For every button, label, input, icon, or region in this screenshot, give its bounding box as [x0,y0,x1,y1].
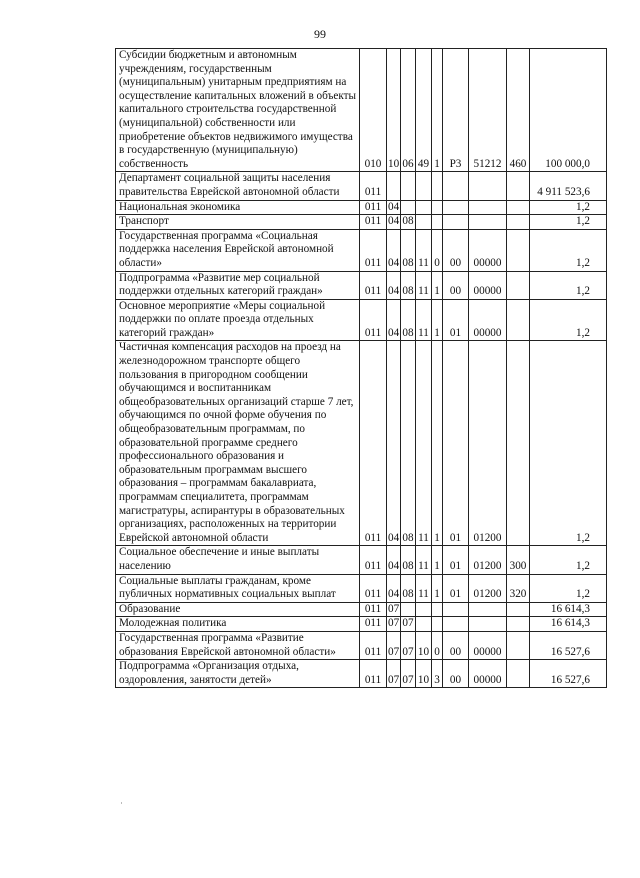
subprogram-code-cell: 1 [432,49,443,172]
amount-cell: 1,2 [530,215,607,230]
amount-cell: 16 527,6 [530,660,607,688]
subprogram-code-cell: 1 [432,271,443,299]
ministry-code-cell: 011 [360,299,387,341]
subsection-code-cell: 08 [401,341,416,546]
amount-cell: 16 527,6 [530,631,607,659]
row-name-cell: Подпрограмма «Развитие мер социальной поддержки отдельных категорий граждан» [116,271,360,299]
ministry-code-cell: 011 [360,660,387,688]
amount-cell: 1,2 [530,271,607,299]
direction-code-cell: 01200 [469,574,507,602]
subsection-code-cell: 08 [401,215,416,230]
direction-code-cell [469,602,507,617]
section-code-cell: 04 [387,299,401,341]
expense-type-code-cell [507,631,530,659]
table-row [116,660,607,688]
expense-type-code-cell: 300 [507,546,530,574]
section-code-cell: 07 [387,602,401,617]
expense-type-code-cell [507,617,530,632]
table-row [116,574,607,602]
page-number: 99 [314,27,326,41]
section-code-cell: 07 [387,617,401,632]
activity-code-cell: 00 [443,271,469,299]
table-row [116,172,607,200]
subsection-code-cell: 08 [401,229,416,271]
amount-cell: 1,2 [530,546,607,574]
program-code-cell [416,602,432,617]
activity-code-cell: 01 [443,341,469,546]
subprogram-code-cell [432,215,443,230]
amount-cell: 4 911 523,6 [530,172,607,200]
amount-cell: 1,2 [530,200,607,215]
subsection-code-cell [401,200,416,215]
amount-cell: 16 614,3 [530,602,607,617]
activity-code-cell [443,215,469,230]
section-code-cell: 07 [387,660,401,688]
program-code-cell [416,215,432,230]
ministry-code-cell: 011 [360,229,387,271]
subprogram-code-cell: 0 [432,631,443,659]
table-row [116,299,607,341]
scan-mark [121,802,122,804]
section-code-cell: 04 [387,271,401,299]
budget-table [115,48,607,688]
expense-type-code-cell [507,215,530,230]
direction-code-cell: 51212 [469,49,507,172]
expense-type-code-cell [507,229,530,271]
ministry-code-cell: 011 [360,602,387,617]
section-code-cell: 04 [387,341,401,546]
subsection-code-cell: 07 [401,660,416,688]
direction-code-cell [469,617,507,632]
program-code-cell: 11 [416,546,432,574]
subsection-code-cell: 08 [401,574,416,602]
expense-type-code-cell [507,271,530,299]
program-code-cell [416,172,432,200]
program-code-cell: 11 [416,341,432,546]
amount-cell: 1,2 [530,229,607,271]
activity-code-cell: 00 [443,660,469,688]
subsection-code-cell: 07 [401,631,416,659]
row-name-cell: Департамент социальной защиты населения правительства Еврейской автономной области [116,172,360,200]
ministry-code-cell: 011 [360,574,387,602]
amount-cell: 1,2 [530,574,607,602]
subsection-code-cell: 08 [401,271,416,299]
row-name-cell: Подпрограмма «Организация отдыха, оздоровления, занятости детей» [116,660,360,688]
subsection-code-cell [401,602,416,617]
activity-code-cell: 01 [443,574,469,602]
program-code-cell: 11 [416,299,432,341]
activity-code-cell: 00 [443,631,469,659]
activity-code-cell: 01 [443,546,469,574]
direction-code-cell: 01200 [469,546,507,574]
direction-code-cell: 00000 [469,271,507,299]
section-code-cell: 10 [387,49,401,172]
amount-cell: 100 000,0 [530,49,607,172]
section-code-cell: 04 [387,215,401,230]
ministry-code-cell: 011 [360,631,387,659]
activity-code-cell [443,602,469,617]
table-row [116,229,607,271]
subprogram-code-cell: 1 [432,574,443,602]
row-name-cell: Социальное обеспечение и иные выплаты населению [116,546,360,574]
subprogram-code-cell: 1 [432,546,443,574]
table-row [116,617,607,632]
subprogram-code-cell [432,617,443,632]
subprogram-code-cell [432,200,443,215]
table-row [116,602,607,617]
table-row [116,49,607,172]
section-code-cell: 04 [387,229,401,271]
subprogram-code-cell [432,172,443,200]
ministry-code-cell: 011 [360,271,387,299]
program-code-cell [416,200,432,215]
section-code-cell: 04 [387,200,401,215]
direction-code-cell [469,215,507,230]
section-code-cell: 04 [387,574,401,602]
activity-code-cell: 01 [443,299,469,341]
ministry-code-cell: 011 [360,215,387,230]
program-code-cell [416,617,432,632]
activity-code-cell [443,617,469,632]
expense-type-code-cell [507,299,530,341]
table-row [116,200,607,215]
direction-code-cell: 00000 [469,631,507,659]
row-name-cell: Социальные выплаты гражданам, кроме публичных нормативных социальных выплат [116,574,360,602]
row-name-cell: Государственная программа «Развитие образования Еврейской автономной области» [116,631,360,659]
table-row [116,341,607,546]
amount-cell: 1,2 [530,299,607,341]
amount-cell: 16 614,3 [530,617,607,632]
row-name-cell: Основное мероприятие «Меры социальной поддержки по оплате проезда отдельных категорий граждан» [116,299,360,341]
subprogram-code-cell: 3 [432,660,443,688]
activity-code-cell: P3 [443,49,469,172]
table-row [116,215,607,230]
row-name-cell: Национальная экономика [116,200,360,215]
subsection-code-cell: 06 [401,49,416,172]
ministry-code-cell: 011 [360,200,387,215]
expense-type-code-cell [507,602,530,617]
ministry-code-cell: 011 [360,341,387,546]
section-code-cell: 04 [387,546,401,574]
direction-code-cell: 00000 [469,299,507,341]
expense-type-code-cell: 460 [507,49,530,172]
subsection-code-cell: 08 [401,299,416,341]
row-name-cell: Государственная программа «Социальная поддержка населения Еврейской автономной области» [116,229,360,271]
row-name-cell: Образование [116,602,360,617]
table-row [116,546,607,574]
direction-code-cell: 00000 [469,229,507,271]
direction-code-cell [469,200,507,215]
expense-type-code-cell [507,200,530,215]
row-name-cell: Транспорт [116,215,360,230]
program-code-cell: 11 [416,229,432,271]
direction-code-cell: 01200 [469,341,507,546]
ministry-code-cell: 010 [360,49,387,172]
amount-cell: 1,2 [530,341,607,546]
expense-type-code-cell [507,172,530,200]
expense-type-code-cell: 320 [507,574,530,602]
activity-code-cell [443,200,469,215]
section-code-cell [387,172,401,200]
budget-table-body [116,49,607,688]
row-name-cell: Молодежная политика [116,617,360,632]
subprogram-code-cell: 1 [432,299,443,341]
subprogram-code-cell [432,602,443,617]
activity-code-cell: 00 [443,229,469,271]
ministry-code-cell: 011 [360,546,387,574]
direction-code-cell [469,172,507,200]
expense-type-code-cell [507,341,530,546]
row-name-cell: Субсидии бюджетным и автономным учреждениям, государственным (муниципальным) унитарным предприятиям на осуществление капитальных вложений в объекты капитального строительства государственной (муниципальной) собственности или приобретение объектов недвижимого имущества в государственную (муниципальную) собственность [116,49,360,172]
subprogram-code-cell: 1 [432,341,443,546]
subsection-code-cell [401,172,416,200]
table-row [116,271,607,299]
ministry-code-cell: 011 [360,172,387,200]
section-code-cell: 07 [387,631,401,659]
activity-code-cell [443,172,469,200]
subsection-code-cell: 08 [401,546,416,574]
ministry-code-cell: 011 [360,617,387,632]
program-code-cell: 11 [416,271,432,299]
subprogram-code-cell: 0 [432,229,443,271]
program-code-cell: 49 [416,49,432,172]
program-code-cell: 10 [416,660,432,688]
table-row [116,631,607,659]
direction-code-cell: 00000 [469,660,507,688]
subsection-code-cell: 07 [401,617,416,632]
program-code-cell: 11 [416,574,432,602]
row-name-cell: Частичная компенсация расходов на проезд на железнодорожном транспорте общего пользования в пригородном сообщении обучающимся и воспитанникам общеобразовательных организаций старше 7 лет, обучающимся по очной форме обучения по общеобразовательным программам, по образовательной программе среднего профессионального образования и образовательным программам высшего образования – программам бакалавриата, программам специалитета, программам магистратуры, аспирантуры в образовательных организациях, расположенных на территории Еврейской автономной области [116,341,360,546]
program-code-cell: 10 [416,631,432,659]
expense-type-code-cell [507,660,530,688]
